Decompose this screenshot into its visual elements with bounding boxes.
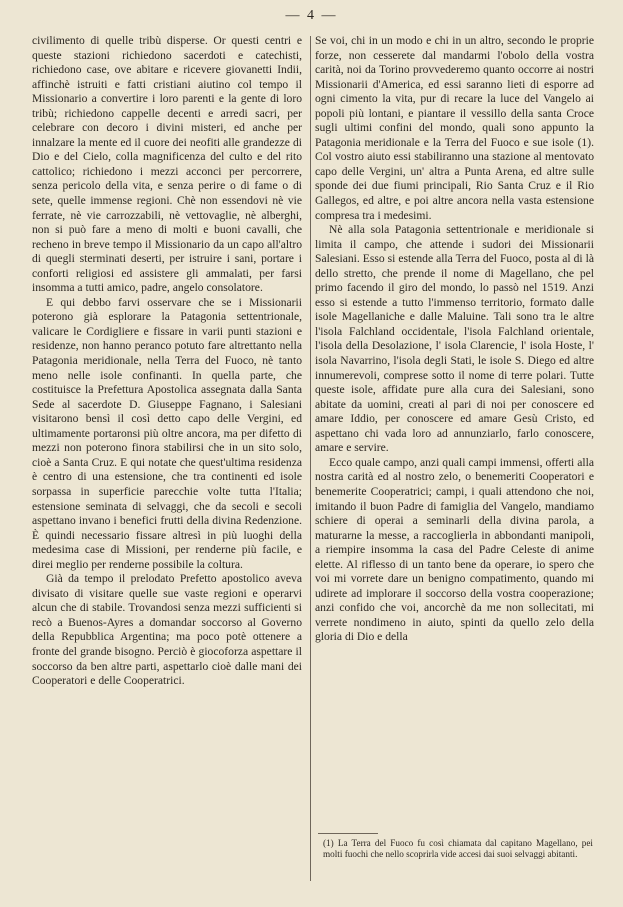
footnote: (1) La Terra del Fuoco fu così chiamata dal capitano Magellano, pei molti fuochi che nello scoprirla vide accesi dai suoi selvaggi abitanti. [323,838,593,860]
paragraph: Già da tempo il prelodato Prefetto apostolico aveva divisato di visitare quelle sue vaste regioni e operarvi alcun che di stabile. Trovandosi senza mezzi sufficienti si recò a Buenos-Ayres a domandar soccorso al Governo della Repubblica Argentina; ma poco potè ottenere a fronte del grande bisogno. Perciò è giocoforza aspettare il soccorso da ben altre parti, aspettarlo cioè dalle mani dei Cooperatori e delle Cooperatrici. [32,572,302,688]
paragraph: civilimento di quelle tribù disperse. Or questi centri e queste stazioni richiedono sacerdoti e catechisti, richiedono case, ove abitare e ricevere giovanetti Indii, affinchè istruiti e fatti cristiani aiutino col tempo il Missionario a convertire i loro parenti e la gente di loro tribù; richiedono cappelle decenti e arredi sacri, per celebrare con decoro i divini misteri, ed anche per innalzare la mente ed il cuore dei neofiti alle grandezze di Dio e del Cielo, colla magnificenza del culto e del rito cattolico; richiedono i mezzi acconci per percorrere, senza pericolo della vita, e senza perire o di fame o di sete, quelle immense regioni. Chè non essendovi nè vie ferrate, nè vie carrozzabili, nè vettovaglie, nè alberghi, non si può fare a meno di molti e buoni cavalli, che recheno in breve tempo il Missionario da un capo all'altro di quegli sterminati deserti, per istruire i sani, portare i conforti religiosi ed assistere gli ammalati, per farsi insomma a tutti amico, padre, angelo consolatore. [32,34,302,295]
left-column [32,34,302,689]
paragraph: Se voi, chi in un modo e chi in un altro, secondo le proprie forze, non cesserete dal mandarmi l'obolo della vostra carità, noi da Torino provvederemo quanto occorre ai nostri Missionarii d'America, ed essi saranno lieti di esporre ad ogni cimento la vita, pur di recare la luce del Vangelo ai popoli più lontani, e piantare il vessillo della santa Croce sugli ultimi confini del mondo, quali sono appunto la Patagonia meridionale e la Terra del Fuoco e sue isole (1). Col vostro aiuto essi stabiliranno una stazione al mentovato capo delle Vergini, un' altra a Punta Arena, ed altre sulle sponde dei due fiumi principali, Rio Santa Cruz e il Rio Gallegos, ed altre, e poi altre ancora nella vasta estensione compresa tra i medesimi. [315,34,594,222]
page-number: — 4 — [285,8,338,23]
paragraph: Nè alla sola Patagonia settentrionale e meridionale si limita il campo, che attende i sudori dei Missionarii Salesiani. Esso si estende alla Terra del Fuoco, posta al di là dello stretto, che prende il nome di Magellano, che pel primo facendo il giro del mondo, lo passò nel 1519. Anzi esso si estende a tutto l'immenso territorio, formato dalle isole Magellaniche e dalle Maluine. Tali sono tra le altre l'isola Falchland occidentale, l'isola Falchland orientale, l'isola della Desolazione, l' isola Clarencie, l' isola Hoste, l' isola Navarrino, l'isola degli Stati, le isole S. Diego ed altre innumerevoli, comprese sotto il nome di terre polari. Tutte queste isole, affidate pure alla cura dei Salesiani, sono abitate da uomini, creati al pari di noi per conoscere ed amare Iddio, per conoscere ed amare Gesù Cristo, ed aspettano chi vada loro ad annunziarlo, farlo conoscere, amare e servire. [315,223,594,455]
right-column [315,34,594,645]
footnote-divider [318,833,378,834]
paragraph: E qui debbo farvi osservare che se i Missionarii poterono già esplorare la Patagonia settentrionale, valicare le Cordigliere e fissare in varii punti stazioni e residenze, non hanno peranco potuto fare altrettanto nella Patagonia meridionale, nella Terra del Fuoco, nè tanto meno nelle isole confinanti. In quella parte, che costituisce la Prefettura Apostolica assegnata dalla Santa Sede al sacerdote D. Giuseppe Fagnano, i Salesiani visitarono bensì il così detto capo delle Vergini, ed ultimamente portaronsi più oltre ancora, ma per difetto di mezzi non poterono finora stabilirsi che in un sito solo, cioè a Santa Cruz. E qui notate che quest'ultima residenza è centro di una estensione, che tra continenti ed isole sorpassa in superficie parecchie volte tutta l'Italia; estensione seminata di selvaggi, che da secoli e secoli aspettano invano i benefici frutti della divina Redenzione. È quindi necessario fissare altresì in più luoghi della medesima case di Missioni, per renderne più facile, e direi meglio per renderne possibile la coltura. [32,295,302,571]
column-divider [310,36,311,881]
paragraph: Ecco quale campo, anzi quali campi immensi, offerti alla nostra carità ed al nostro zelo, o benemeriti Cooperatori e benemerite Cooperatrici; campi, i quali attendono che noi, imitando il buon Padre di famiglia del Vangelo, mandiamo schiere di operai a seminarli della divina parola, a maturarne la messe, a raccoglierla in abbondanti manipoli, a riempire insomma la casa del Padre Celeste di anime elette. Al riflesso di un tanto bene da operare, io spero che voi mi vorrete dare un benigno compatimento, quando mi udirete ad implorare il soccorso della vostra cooperazione; anzi confido che voi, ancorchè da me non sollecitati, mi verrete nondimeno in aiuto, spinti da quello zelo della gloria di Dio e della [315,455,594,644]
